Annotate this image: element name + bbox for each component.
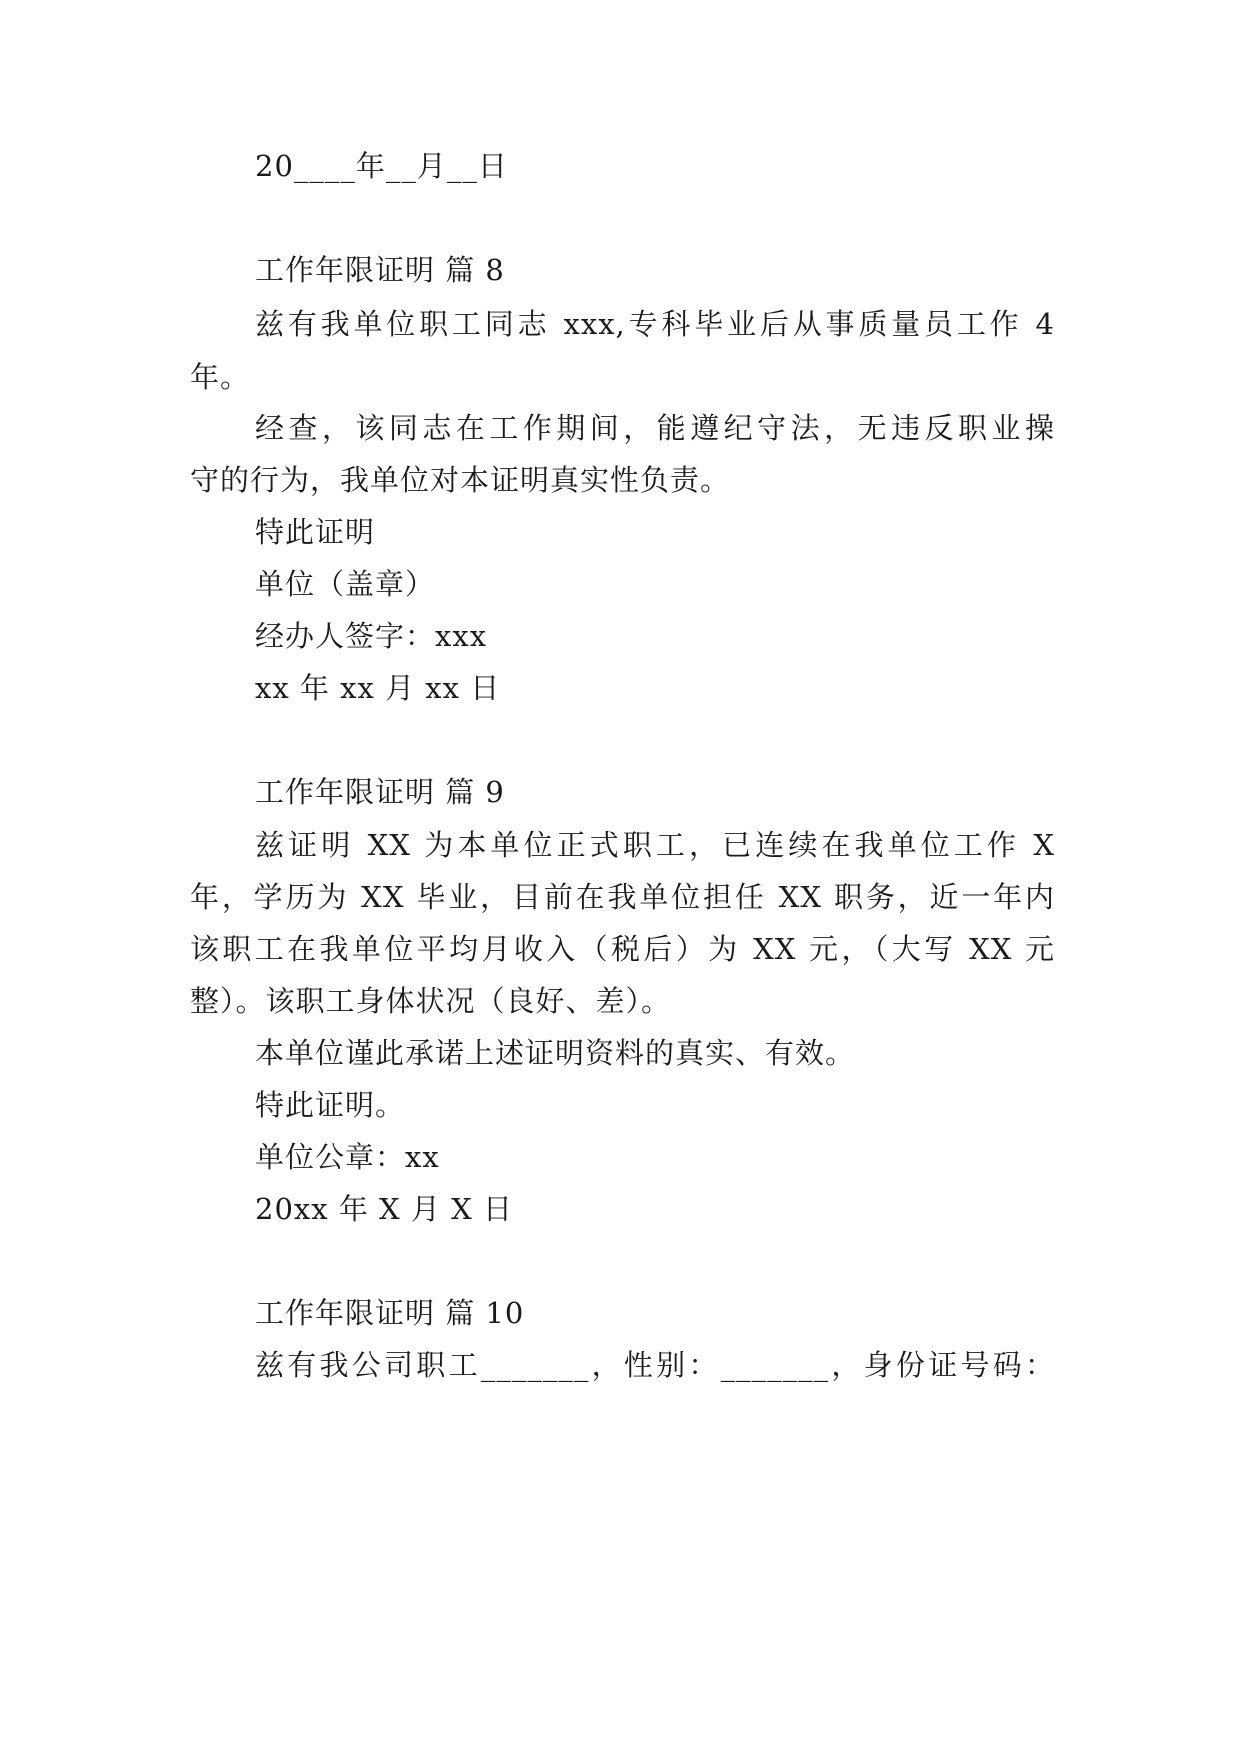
section-8-paragraph-1-line-1: 兹有我单位职工同志 xxx,专科毕业后从事质量员工作 4 <box>255 307 1055 341</box>
section-9-paragraph-1-line-4: 整）。该职工身体状况（良好、差）。 <box>190 984 672 1018</box>
section-9-unit-seal: 单位公章：xx <box>255 1140 440 1174</box>
section-8-heading: 工作年限证明 篇 8 <box>255 253 505 287</box>
date-line: 20____年__月__日 <box>255 149 508 183</box>
section-8-paragraph-2-line-1: 经查，该同志在工作期间，能遵纪守法，无违反职业操 <box>255 411 1055 445</box>
section-9-heading: 工作年限证明 篇 9 <box>255 775 505 809</box>
section-8-unit-seal: 单位（盖章） <box>255 567 436 601</box>
section-8-date: xx 年 xx 月 xx 日 <box>255 671 501 705</box>
section-10-paragraph-1-line-1: 兹有我公司职工_______，性别：_______，身份证号码： <box>255 1348 1055 1382</box>
section-8-handler-signature: 经办人签字：xxx <box>255 619 488 653</box>
section-9-date: 20xx 年 X 月 X 日 <box>255 1192 513 1226</box>
section-9-paragraph-1-line-3: 该职工在我单位平均月收入（税后）为 XX 元，（大写 XX 元 <box>190 932 1055 966</box>
section-9-closing: 特此证明。 <box>255 1088 406 1122</box>
section-8-closing: 特此证明 <box>255 515 376 549</box>
section-9-paragraph-1-line-1: 兹证明 XX 为本单位正式职工，已连续在我单位工作 X <box>255 828 1055 862</box>
section-8-paragraph-2-line-2: 守的行为，我单位对本证明真实性负责。 <box>190 463 731 497</box>
section-8-paragraph-1-line-2: 年。 <box>190 360 251 394</box>
section-10-heading: 工作年限证明 篇 10 <box>255 1296 525 1330</box>
section-9-paragraph-2: 本单位谨此承诺上述证明资料的真实、有效。 <box>255 1036 856 1070</box>
section-9-paragraph-1-line-2: 年，学历为 XX 毕业，目前在我单位担任 XX 职务，近一年内 <box>190 880 1055 914</box>
